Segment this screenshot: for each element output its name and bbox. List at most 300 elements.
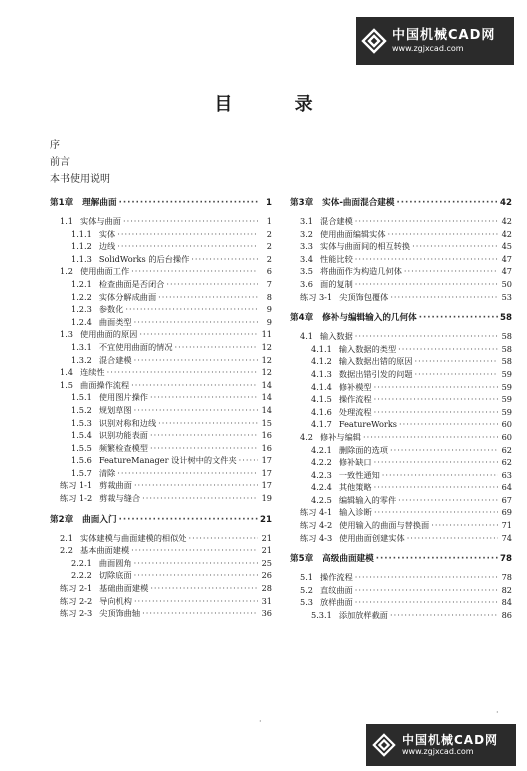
toc-entry-title: 识别功能表面: [98, 430, 148, 441]
toc-leader-dots: [355, 253, 498, 266]
toc-entry-title: 修补与编辑输入的几何体: [322, 313, 417, 324]
toc-entry-title: 基本曲面建模: [80, 545, 130, 556]
toc-leader-dots: [412, 240, 498, 253]
toc-entry-number: 1.5.6: [71, 455, 92, 466]
toc-leader-dots: [431, 519, 498, 532]
toc-chapter[interactable]: [290, 548, 512, 571]
toc-entry-number: 5.3.1: [311, 610, 332, 621]
toc-entry-page: 12: [261, 367, 272, 378]
toc-entry-number: 5.1: [300, 572, 314, 583]
toc-entry[interactable]: [290, 381, 512, 394]
toc-entry-page: 16: [261, 442, 272, 453]
toc-leader-dots: [134, 595, 258, 608]
toc-entry-number: 4.2.4: [311, 482, 332, 493]
toc-entry[interactable]: [290, 609, 512, 622]
toc-entry-title: 连续性: [80, 367, 105, 378]
toc-entry-title: 将曲面作为构造几何体: [320, 266, 402, 277]
logo-url: www.zgjxcad.com: [402, 747, 474, 757]
toc-entry-title: 尖顶饰曲轴: [99, 608, 141, 619]
toc-entry[interactable]: [50, 341, 272, 354]
toc-entry-number: 第5章: [290, 554, 314, 565]
toc-entry[interactable]: [50, 467, 272, 480]
toc-entry-number: 4.1.5: [311, 394, 332, 405]
toc-entry[interactable]: [50, 228, 272, 241]
toc-entry-number: 1.1.3: [71, 253, 92, 264]
toc-leader-dots: [134, 557, 258, 570]
toc-entry-number: 5.3: [300, 597, 314, 608]
toc-entry-title: 高级曲面建模: [322, 554, 374, 565]
toc-leader-dots: [119, 192, 258, 215]
toc-entry[interactable]: [50, 379, 272, 392]
toc-entry[interactable]: [290, 330, 512, 343]
toc-leader-dots: [355, 571, 498, 584]
toc-entry-page: 21: [261, 545, 272, 556]
toc-entry-number: 4.1.3: [311, 368, 332, 379]
toc-leader-dots: [390, 444, 498, 457]
toc-entry-title: 曲面类型: [98, 316, 132, 327]
toc-entry-page: 47: [501, 266, 512, 277]
site-logo-top: [356, 17, 514, 65]
toc-entry-number: 第3章: [290, 198, 314, 208]
toc-chapter[interactable]: [290, 192, 512, 215]
toc-leader-dots: [188, 532, 258, 545]
logo-name: 中国机械CAD网: [392, 28, 496, 44]
toc-leader-dots: [376, 548, 498, 571]
toc-leader-dots: [142, 607, 258, 620]
toc-entry-title: FeatureWorks: [338, 419, 397, 430]
toc-chapter[interactable]: [50, 192, 272, 215]
toc-leader-dots: [123, 215, 258, 228]
toc-entry-page: 84: [501, 597, 512, 608]
toc-entry-title: 修补与编辑: [320, 431, 361, 442]
toc-entry[interactable]: [50, 328, 272, 341]
toc-entry-page: 21: [261, 532, 272, 543]
toc-leader-dots: [107, 366, 258, 379]
toc-entry[interactable]: [290, 481, 512, 494]
toc-entry-title: 使用曲面创建实体: [339, 532, 405, 543]
toc-entry-number: 1.1.2: [71, 241, 92, 252]
toc-leader-dots: [131, 265, 258, 278]
toc-entry-number: 5.2: [300, 584, 314, 595]
toc-leader-dots: [398, 343, 498, 356]
toc-entry-page: 21: [260, 514, 272, 525]
toc-entry-title: 数据出错引发的问题: [338, 368, 413, 379]
toc-entry-title: 混合建模: [98, 354, 132, 365]
toc-leader-dots: [419, 307, 498, 330]
toc-entry-page: 67: [501, 494, 512, 505]
toc-entry-title: 面的复制: [320, 278, 353, 289]
toc-leader-dots: [117, 228, 258, 241]
front-item-guide: 本书使用说明: [50, 174, 110, 185]
toc-entry-number: 练习 4-2: [300, 520, 333, 531]
toc-entry[interactable]: [290, 291, 512, 304]
toc-entry-title: 输入诊断: [339, 507, 372, 518]
toc-entry-title: 曲面操作流程: [80, 379, 130, 390]
toc-entry[interactable]: [290, 444, 512, 457]
toc-entry-number: 4.2.5: [311, 494, 332, 505]
toc-entry-number: 1.5.2: [71, 404, 92, 415]
toc-entry-number: 3.1: [300, 216, 314, 226]
toc-entry-title: 实体与曲面间的相互转换: [320, 241, 411, 252]
toc-entry-page: 59: [501, 381, 512, 392]
toc-entry[interactable]: [50, 569, 272, 582]
toc-entry-title: 一致性通知: [338, 469, 380, 480]
toc-leader-dots: [399, 418, 498, 431]
toc-entry-title: 边线: [98, 241, 116, 252]
toc-entry-number: 4.1.2: [311, 356, 332, 367]
toc-entry-number: 第4章: [290, 313, 314, 324]
toc-entry-number: 2.1: [60, 532, 74, 543]
toc-entry-number: 1.2.4: [71, 316, 92, 327]
toc-entry-page: 60: [501, 419, 512, 430]
toc-leader-dots: [191, 253, 258, 266]
toc-entry-page: 45: [501, 241, 512, 252]
toc-entry[interactable]: [50, 442, 272, 455]
toc-entry[interactable]: [290, 406, 512, 419]
toc-entry-page: 59: [501, 394, 512, 405]
cad-logo-icon: [356, 17, 392, 65]
toc-entry-page: 8: [266, 291, 272, 302]
toc-entry-page: 71: [501, 520, 512, 531]
toc-entry-title: 剪裁曲面: [99, 480, 132, 491]
toc-leader-dots: [158, 417, 258, 430]
toc-entry[interactable]: [290, 596, 512, 609]
toc-entry-number: 练习 4-3: [300, 532, 333, 543]
toc-leader-dots: [131, 379, 258, 392]
toc-entry-number: 4.1.6: [311, 406, 332, 417]
toc-entry-page: 42: [500, 198, 512, 208]
toc-leader-dots: [404, 265, 498, 278]
toc-entry[interactable]: [50, 278, 272, 291]
toc-entry-number: 4.2: [300, 431, 314, 442]
toc-entry-number: 练习 1-2: [60, 493, 93, 504]
toc-entry-page: 2: [266, 253, 272, 264]
toc-entry[interactable]: [290, 253, 512, 266]
toc-entry-number: 1.1.1: [71, 228, 92, 239]
toc-leader-dots: [150, 582, 258, 595]
toc-entry[interactable]: [290, 519, 512, 532]
toc-entry-page: 2: [266, 228, 272, 239]
toc-entry-title: 输入数据的类型: [338, 343, 397, 354]
toc-entry-page: 17: [261, 455, 272, 466]
toc-entry-page: 14: [261, 404, 272, 415]
toc-entry[interactable]: [50, 479, 272, 492]
toc-left-column: [50, 192, 272, 620]
toc-entry-title: 切除底面: [98, 570, 132, 581]
toc-entry-title: 规划草图: [98, 404, 132, 415]
toc-entry-title: 性能比较: [320, 253, 353, 264]
toc-leader-dots: [117, 240, 258, 253]
toc-entry-number: 1.5.1: [71, 392, 92, 403]
toc-entry-title: 操作流程: [320, 572, 353, 583]
toc-leader-dots: [374, 481, 498, 494]
toc-leader-dots: [415, 368, 498, 381]
toc-entry-title: 添加放样截面: [338, 610, 388, 621]
toc-leader-dots: [397, 192, 499, 215]
front-matter: [50, 137, 110, 188]
toc-entry-page: 86: [501, 610, 512, 621]
toc-entry-page: 58: [501, 356, 512, 367]
toc-entry-title: 实体-曲面混合建模: [322, 198, 395, 208]
toc-entry-number: 1.2.1: [71, 278, 92, 289]
toc-chapter[interactable]: [290, 307, 512, 330]
toc-entry[interactable]: [50, 366, 272, 379]
toc-entry-title: SolidWorks 的后台操作: [98, 253, 190, 264]
toc-leader-dots: [382, 469, 498, 482]
toc-entry-number: 1.1: [60, 216, 74, 226]
toc-entry-number: 1.2: [60, 266, 74, 277]
toc-leader-dots: [117, 467, 258, 480]
toc-entry-title: 输入数据出错的原因: [338, 356, 413, 367]
toc-entry-number: 2.2: [60, 545, 74, 556]
toc-entry-number: 4.1.4: [311, 381, 332, 392]
toc-entry-page: 78: [501, 572, 512, 583]
toc-entry-number: 2.2.1: [71, 557, 92, 568]
toc-entry-number: 2.2.2: [71, 570, 92, 581]
toc-entry-page: 58: [501, 343, 512, 354]
page-mark: ·: [496, 708, 499, 717]
toc-leader-dots: [388, 228, 498, 241]
toc-leader-dots: [374, 506, 498, 519]
toc-chapter[interactable]: [50, 509, 272, 532]
toc-entry-title: 不宜使用曲面的情况: [98, 341, 173, 352]
toc-leader-dots: [134, 479, 258, 492]
toc-entry-number: 第2章: [50, 514, 74, 525]
toc-entry[interactable]: [50, 544, 272, 557]
toc-entry[interactable]: [50, 492, 272, 505]
page-mark: ·: [259, 717, 262, 726]
toc-entry[interactable]: [290, 215, 512, 228]
toc-entry-number: 练习 2-2: [60, 595, 93, 606]
toc-leader-dots: [355, 278, 498, 291]
toc-entry-number: 1.5: [60, 379, 74, 390]
toc-leader-dots: [355, 330, 498, 343]
toc-entry-number: 练习 2-1: [60, 583, 93, 594]
toc-entry-page: 82: [501, 584, 512, 595]
toc-entry[interactable]: [50, 595, 272, 608]
toc-entry-number: 3.2: [300, 228, 314, 239]
toc-entry-page: 25: [261, 557, 272, 568]
toc-entry-number: 4.2.3: [311, 469, 332, 480]
toc-entry-page: 78: [500, 554, 512, 565]
toc-entry-page: 69: [501, 507, 512, 518]
toc-entry-title: 修补模型: [338, 381, 372, 392]
front-item-preface: 序: [50, 140, 60, 151]
toc-entry[interactable]: [50, 291, 272, 304]
site-logo-bottom: [366, 724, 516, 766]
page-title: 目 录: [214, 94, 341, 115]
toc-entry[interactable]: [50, 582, 272, 595]
toc-entry-title: 使用输入的曲面与替换面: [339, 520, 430, 531]
toc-entry-title: 剪裁与缝合: [99, 493, 141, 504]
toc-entry-number: 1.5.7: [71, 467, 92, 478]
toc-entry[interactable]: [290, 584, 512, 597]
toc-entry-page: 28: [261, 583, 272, 594]
toc-entry-page: 26: [261, 570, 272, 581]
toc-entry-number: 第1章: [50, 198, 74, 208]
toc-entry-title: 清除: [98, 467, 116, 478]
toc-entry-page: 64: [501, 482, 512, 493]
toc-entry-title: 实体与曲面: [80, 216, 121, 226]
toc-leader-dots: [175, 341, 258, 354]
toc-entry-page: 19: [261, 493, 272, 504]
toc-entry-number: 4.1.7: [311, 419, 332, 430]
toc-entry-number: 1.3.2: [71, 354, 92, 365]
toc-entry-number: 1.2.3: [71, 304, 92, 315]
toc-entry-number: 4.2.2: [311, 457, 332, 468]
toc-entry-title: 操作流程: [338, 394, 372, 405]
toc-entry[interactable]: [50, 303, 272, 316]
toc-entry-title: 使用曲面的原因: [80, 329, 138, 340]
toc-entry-page: 9: [266, 304, 272, 315]
toc-entry-page: 17: [261, 480, 272, 491]
toc-entry-title: 尖顶饰包覆体: [339, 291, 389, 302]
toc-right-column: [290, 192, 512, 622]
toc-entry-number: 1.5.4: [71, 430, 92, 441]
toc-entry-title: 实体: [98, 228, 116, 239]
toc-leader-dots: [131, 544, 258, 557]
logo-url: www.zgjxcad.com: [392, 44, 464, 53]
logo-name: 中国机械CAD网: [402, 733, 499, 747]
toc-leader-dots: [158, 291, 258, 304]
toc-entry[interactable]: [290, 278, 512, 291]
toc-entry-number: 4.1: [300, 331, 314, 342]
toc-entry-page: 47: [501, 253, 512, 264]
toc-entry-title: 修补缺口: [338, 457, 372, 468]
toc-leader-dots: [239, 454, 258, 467]
toc-leader-dots: [125, 303, 258, 316]
toc-entry-page: 9: [266, 316, 272, 327]
toc-leader-dots: [134, 569, 258, 582]
toc-entry-page: 7: [266, 278, 272, 289]
toc-entry[interactable]: [290, 368, 512, 381]
toc-entry-title: 其他策略: [338, 482, 372, 493]
toc-entry[interactable]: [290, 506, 512, 519]
toc-entry[interactable]: [50, 265, 272, 278]
toc-entry[interactable]: [290, 494, 512, 507]
toc-entry[interactable]: [50, 253, 272, 266]
toc-entry-page: 62: [501, 457, 512, 468]
toc-entry-page: 1: [266, 198, 272, 208]
toc-leader-dots: [363, 431, 498, 444]
toc-entry-page: 11: [261, 329, 272, 340]
toc-entry-number: 1.3.1: [71, 341, 92, 352]
toc-entry-page: 36: [261, 608, 272, 619]
toc-leader-dots: [134, 404, 258, 417]
toc-entry[interactable]: [50, 454, 272, 467]
toc-entry-page: 63: [501, 469, 512, 480]
toc-entry[interactable]: [50, 429, 272, 442]
toc-entry[interactable]: [290, 265, 512, 278]
toc-entry-title: 编辑输入的零件: [338, 494, 397, 505]
toc-leader-dots: [398, 494, 498, 507]
toc-entry-title: 曲面圆角: [98, 557, 132, 568]
toc-entry-page: 14: [261, 392, 272, 403]
toc-entry-title: 实体分解成曲面: [98, 291, 157, 302]
toc-leader-dots: [119, 509, 258, 532]
toc-entry[interactable]: [290, 532, 512, 545]
toc-entry-title: 使用图片操作: [98, 392, 148, 403]
toc-entry-number: 3.3: [300, 241, 314, 252]
toc-leader-dots: [390, 291, 498, 304]
toc-entry-number: 4.1.1: [311, 343, 332, 354]
toc-entry-number: 3.4: [300, 253, 314, 264]
toc-leader-dots: [150, 429, 258, 442]
toc-entry-title: 基础曲面建模: [99, 583, 149, 594]
toc-entry[interactable]: [290, 355, 512, 368]
toc-leader-dots: [142, 492, 258, 505]
toc-entry-title: 使用曲面工作: [80, 266, 130, 277]
toc-entry[interactable]: [50, 404, 272, 417]
toc-leader-dots: [139, 328, 258, 341]
toc-entry[interactable]: [290, 431, 512, 444]
toc-entry-number: 1.2.2: [71, 291, 92, 302]
toc-entry[interactable]: [290, 393, 512, 406]
toc-entry[interactable]: [290, 456, 512, 469]
toc-leader-dots: [374, 381, 498, 394]
toc-entry-number: 1.5.5: [71, 442, 92, 453]
toc-entry[interactable]: [290, 228, 512, 241]
toc-leader-dots: [150, 442, 258, 455]
toc-entry-page: 12: [261, 341, 272, 352]
toc-leader-dots: [355, 215, 498, 228]
toc-leader-dots: [374, 406, 498, 419]
cad-logo-icon: [366, 724, 402, 766]
toc-entry-page: 15: [261, 417, 272, 428]
toc-entry-number: 练习 2-3: [60, 608, 93, 619]
toc-entry-page: 53: [501, 291, 512, 302]
toc-entry[interactable]: [50, 391, 272, 404]
toc-entry-number: 练习 1-1: [60, 480, 93, 491]
toc-leader-dots: [355, 584, 498, 597]
toc-entry[interactable]: [290, 469, 512, 482]
toc-entry-number: 3.6: [300, 278, 314, 289]
toc-entry-title: 参数化: [98, 304, 124, 315]
toc-entry-number: 练习 4-1: [300, 507, 333, 518]
toc-entry[interactable]: [50, 557, 272, 570]
toc-entry-page: 42: [501, 228, 512, 239]
toc-entry-title: 理解曲面: [82, 198, 117, 208]
toc-entry[interactable]: [50, 532, 272, 545]
toc-entry-title: 处理流程: [338, 406, 372, 417]
toc-entry-title: 实体建模与曲面建模的相似处: [80, 532, 187, 543]
toc-entry-number: 1.3: [60, 329, 74, 340]
toc-entry[interactable]: [50, 417, 272, 430]
toc-leader-dots: [390, 609, 498, 622]
toc-entry[interactable]: [290, 240, 512, 253]
toc-entry[interactable]: [50, 240, 272, 253]
toc-entry-page: 59: [501, 368, 512, 379]
toc-entry-page: 42: [501, 216, 512, 226]
toc-entry-page: 50: [501, 278, 512, 289]
toc-entry-page: 2: [266, 241, 272, 252]
toc-entry-page: 12: [261, 354, 272, 365]
front-item-foreword: 前言: [50, 157, 70, 168]
toc-entry-title: 混合建模: [320, 216, 353, 226]
toc-leader-dots: [374, 456, 498, 469]
toc-entry[interactable]: [50, 316, 272, 329]
toc-entry-title: 检查曲面是否闭合: [98, 278, 165, 289]
toc-entry[interactable]: [290, 418, 512, 431]
toc-leader-dots: [150, 391, 258, 404]
toc-entry[interactable]: [50, 215, 272, 228]
toc-entry[interactable]: [50, 607, 272, 620]
toc-entry[interactable]: [50, 354, 272, 367]
toc-entry[interactable]: [290, 343, 512, 356]
toc-entry-page: 17: [261, 467, 272, 478]
toc-entry[interactable]: [290, 571, 512, 584]
toc-entry-number: 4.2.1: [311, 444, 332, 455]
